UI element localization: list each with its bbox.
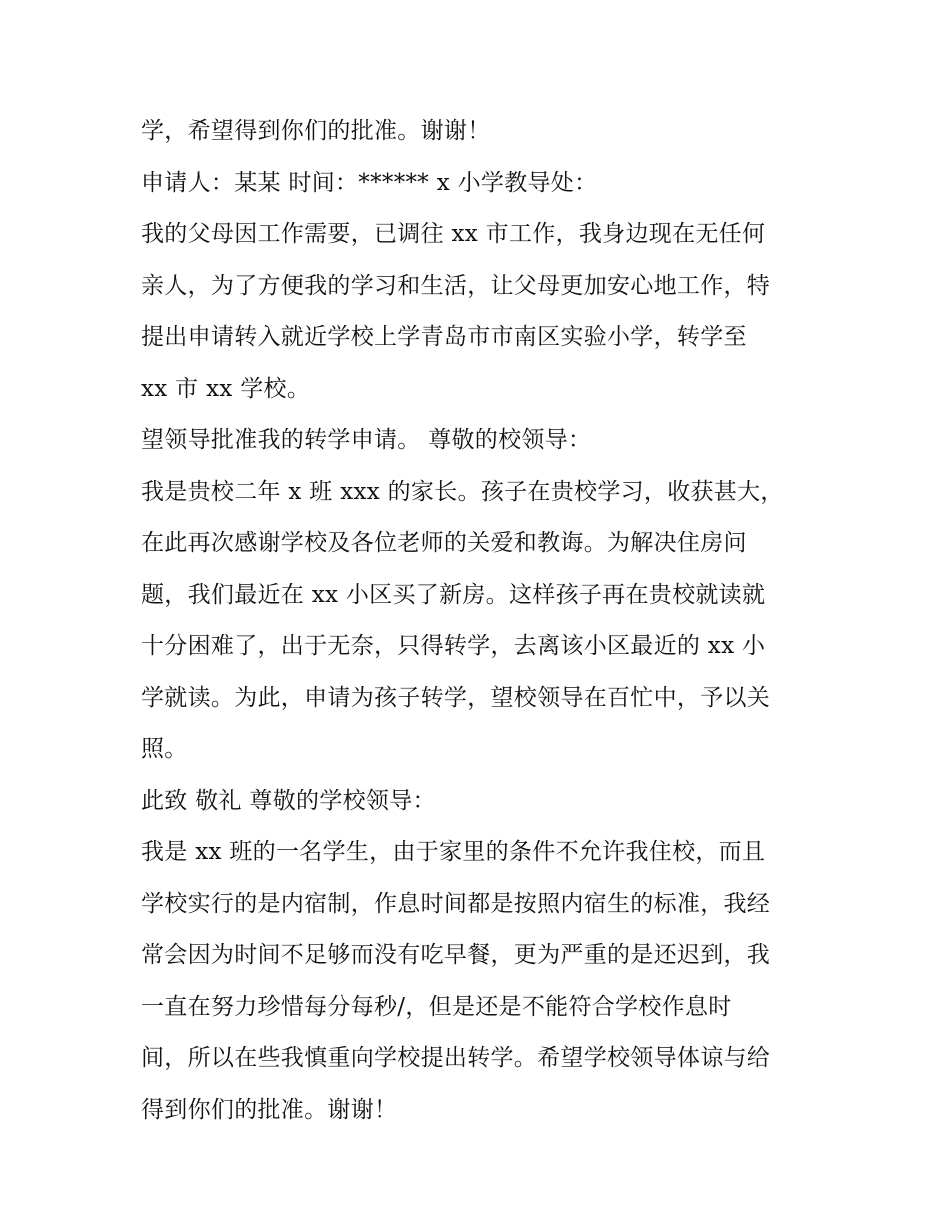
- text-line: 我是贵校二年 x 班 xxx 的家长。孩子在贵校学习，收获甚大，: [141, 478, 784, 505]
- text-line: 申请人：某某 时间：****** x 小学教导处：: [141, 169, 598, 196]
- text-line: 我的父母因工作需要，已调往 xx 市工作，我身边现在无任何: [141, 221, 766, 247]
- text-line: 此致 敬礼 尊敬的学校领导：: [141, 787, 436, 814]
- text-line: 一直在努力珍惜每分每秒/，但是还是不能符合学校作息时: [141, 993, 732, 1020]
- text-line: 亲人，为了方便我的学习和生活，让父母更加安心地工作，特: [141, 272, 771, 299]
- text-line: 题，我们最近在 xx 小区买了新房。这样孩子再在贵校就读就: [141, 581, 766, 608]
- text-line: 照。: [141, 736, 188, 762]
- text-line: xx 市 xx 学校。: [141, 375, 311, 402]
- document-body: [141, 106, 831, 1136]
- text-line: 十分困难了，出于无奈，只得转学，去离该小区最近的 xx 小: [141, 633, 766, 659]
- text-line: 提出申请转入就近学校上学青岛市市南区实验小学，转学至: [141, 324, 747, 350]
- text-line: 常会因为时间不足够而没有吃早餐，更为严重的是还迟到，我: [141, 942, 771, 968]
- text-line: 学就读。为此，申请为孩子转学，望校领导在百忙中，予以关: [141, 684, 771, 711]
- text-line: 学，希望得到你们的批准。谢谢！: [141, 118, 491, 144]
- text-line: 望领导批准我的转学申请。 尊敬的校领导：: [141, 427, 592, 453]
- text-line: 我是 xx 班的一名学生，由于家里的条件不允许我住校，而且: [141, 839, 766, 865]
- text-line: 间，所以在些我慎重向学校提出转学。希望学校领导体谅与给: [141, 1045, 771, 1071]
- text-line: 学校实行的是内宿制，作息时间都是按照内宿生的标准，我经: [141, 890, 771, 917]
- text-line: 得到你们的批准。谢谢！: [141, 1096, 398, 1123]
- text-line: 在此再次感谢学校及各位老师的关爱和教诲。为解决住房问: [141, 530, 747, 556]
